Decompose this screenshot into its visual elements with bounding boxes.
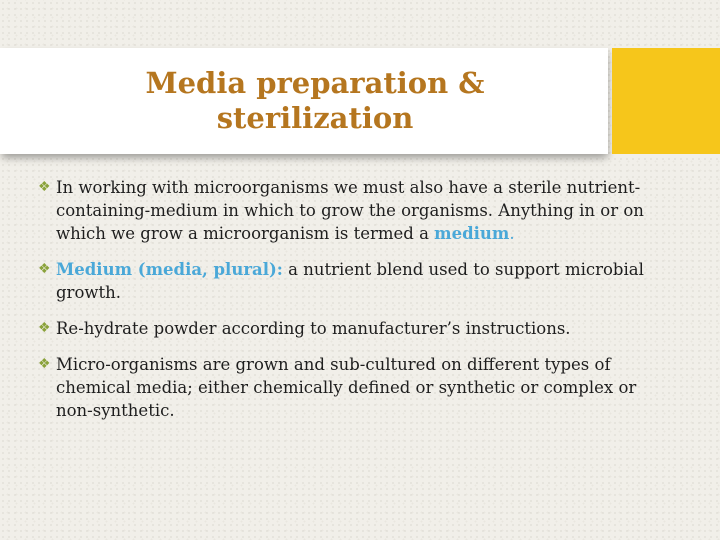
diamond-bullet-icon: ❖ <box>38 356 51 372</box>
diamond-bullet-icon: ❖ <box>38 261 51 277</box>
diamond-bullet-icon: ❖ <box>38 320 51 336</box>
bullet-text: In working with microorganisms we must also have a sterile nutrient-containing-medium in which to grow the organisms. Anything in or on which we grow a microorganism is termed a <box>56 178 644 243</box>
bullet-item-media-plural <box>38 258 678 304</box>
bullet-text: Re-hydrate powder according to manufacturer’s instructions. <box>56 319 571 338</box>
slide-title <box>60 66 570 136</box>
bullet-list <box>38 176 678 435</box>
accent-square <box>612 48 720 154</box>
diamond-bullet-icon: ❖ <box>38 179 51 195</box>
bullet-item-rehydrate <box>38 317 678 340</box>
bullet-text: a nutrient blend used to support microbial growth. <box>56 260 644 302</box>
slide-title-line-1: Media preparation & <box>145 66 485 100</box>
bullet-text: Micro-organisms are grown and sub-cultured on different types of chemical media; either chemically defined or synthetic or complex or non-synthetic. <box>56 355 637 420</box>
highlight-term-media: Medium (media, plural): <box>56 260 283 279</box>
bullet-item-culture-media <box>38 353 678 422</box>
slide-title-line-2: sterilization <box>216 101 414 135</box>
highlight-period: . <box>509 224 515 243</box>
bullet-item-medium-definition <box>38 176 678 245</box>
highlight-term-medium: medium <box>434 224 510 243</box>
